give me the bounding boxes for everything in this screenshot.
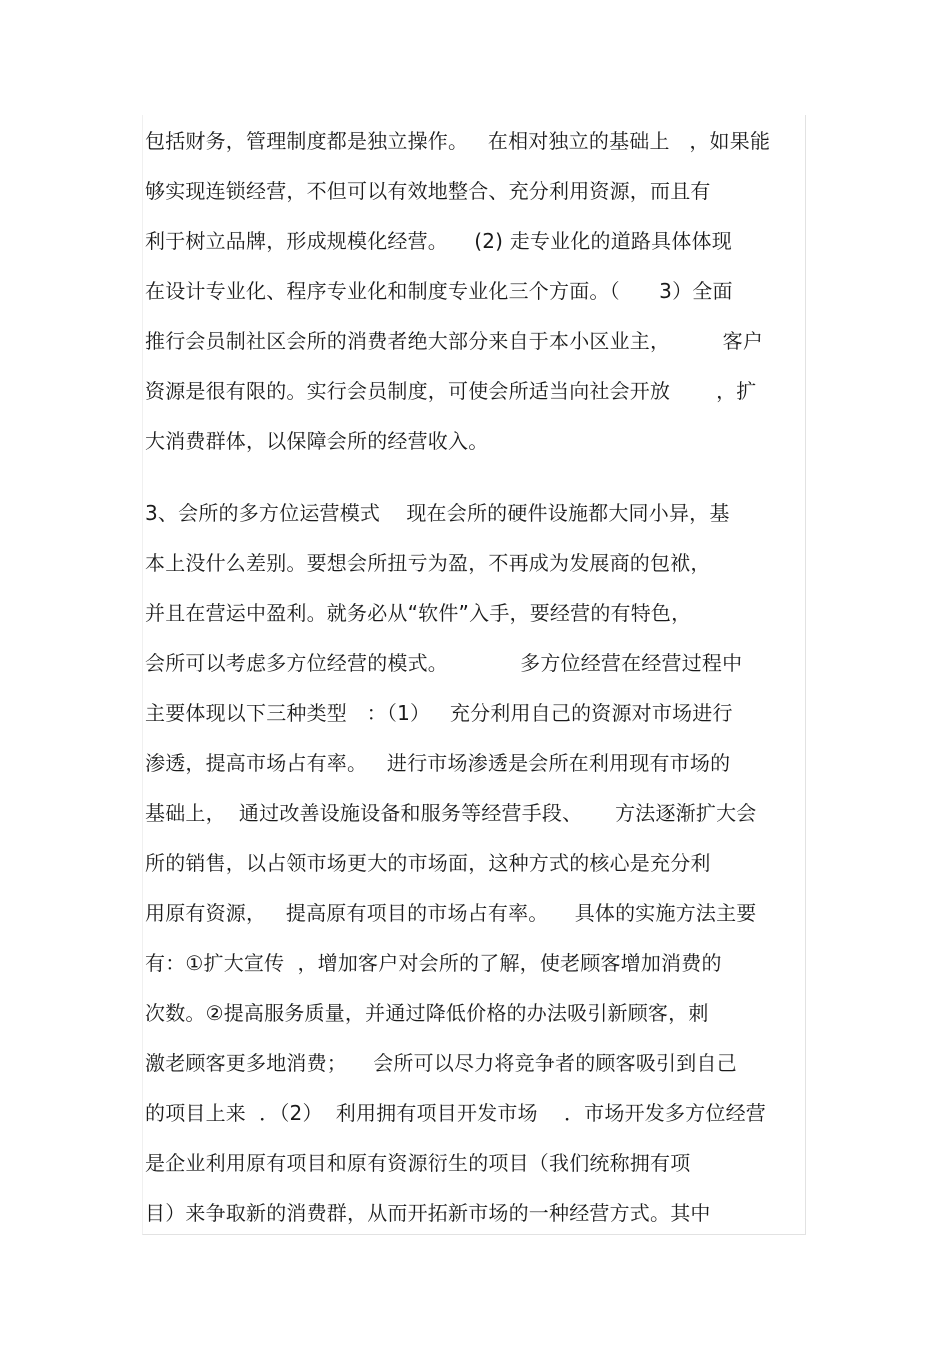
- text-line: 够实现连锁经营，不但可以有效地整合、充分利用资源，而且有: [145, 179, 711, 203]
- text-line: 激老顾客更多地消费； 会所可以尽力将竞争者的顾客吸引到自己: [145, 1051, 737, 1075]
- text-line: 是企业利用原有项目和原有资源衍生的项目（我们统称拥有项: [145, 1151, 691, 1175]
- text-line: 的项目上来 ．（2） 利用拥有项目开发市场 ．市场开发多方位经营: [145, 1101, 766, 1125]
- text-line: 大消费群体，以保障会所的经营收入。: [145, 429, 489, 453]
- text-line: 目）来争取新的消费群，从而开拓新市场的一种经营方式。其中: [145, 1201, 711, 1225]
- text-line: 包括财务，管理制度都是独立操作。 在相对独立的基础上 ，如果能: [145, 129, 771, 153]
- text-line: 资源是很有限的。实行会员制度，可使会所适当向社会开放 ，扩: [145, 379, 757, 403]
- text-line: 在设计专业化、程序专业化和制度专业化三个方面。（ 3）全面: [145, 279, 733, 303]
- text-line: 主要体现以下三种类型 ：（1） 充分利用自己的资源对市场进行: [145, 701, 733, 725]
- text-line: 并且在营运中盈利。就务必从“软件”入手，要经营的有特色，: [145, 601, 692, 625]
- text-line: 所的销售，以占领市场更大的市场面，这种方式的核心是充分利: [145, 851, 711, 875]
- text-line: 推行会员制社区会所的消费者绝大部分来自于本小区业主， 客户: [145, 329, 764, 353]
- text-line: 渗透，提高市场占有率。 进行市场渗透是会所在利用现有市场的: [145, 751, 731, 775]
- text-line: 会所可以考虑多方位经营的模式。 多方位经营在经营过程中: [145, 651, 743, 675]
- text-line: 利于树立品牌，形成规模化经营。 (2) 走专业化的道路具体体现: [145, 229, 732, 253]
- text-line: 基础上， 通过改善设施设备和服务等经营手段、 方法逐渐扩大会: [145, 801, 757, 825]
- text-line: 有：①扩大宣传 ，增加客户对会所的了解，使老顾客增加消费的: [145, 951, 722, 975]
- text-line: 3、会所的多方位运营模式 现在会所的硬件设施都大同小异，基: [145, 501, 730, 525]
- text-line: 次数。②提高服务质量，并通过降低价格的办法吸引新顾客，刺: [145, 1001, 709, 1025]
- text-line: 用原有资源， 提高原有项目的市场占有率。 具体的实施方法主要: [145, 901, 757, 925]
- text-line: 本上没什么差别。要想会所扭亏为盈，不再成为发展商的包袱，: [145, 551, 711, 575]
